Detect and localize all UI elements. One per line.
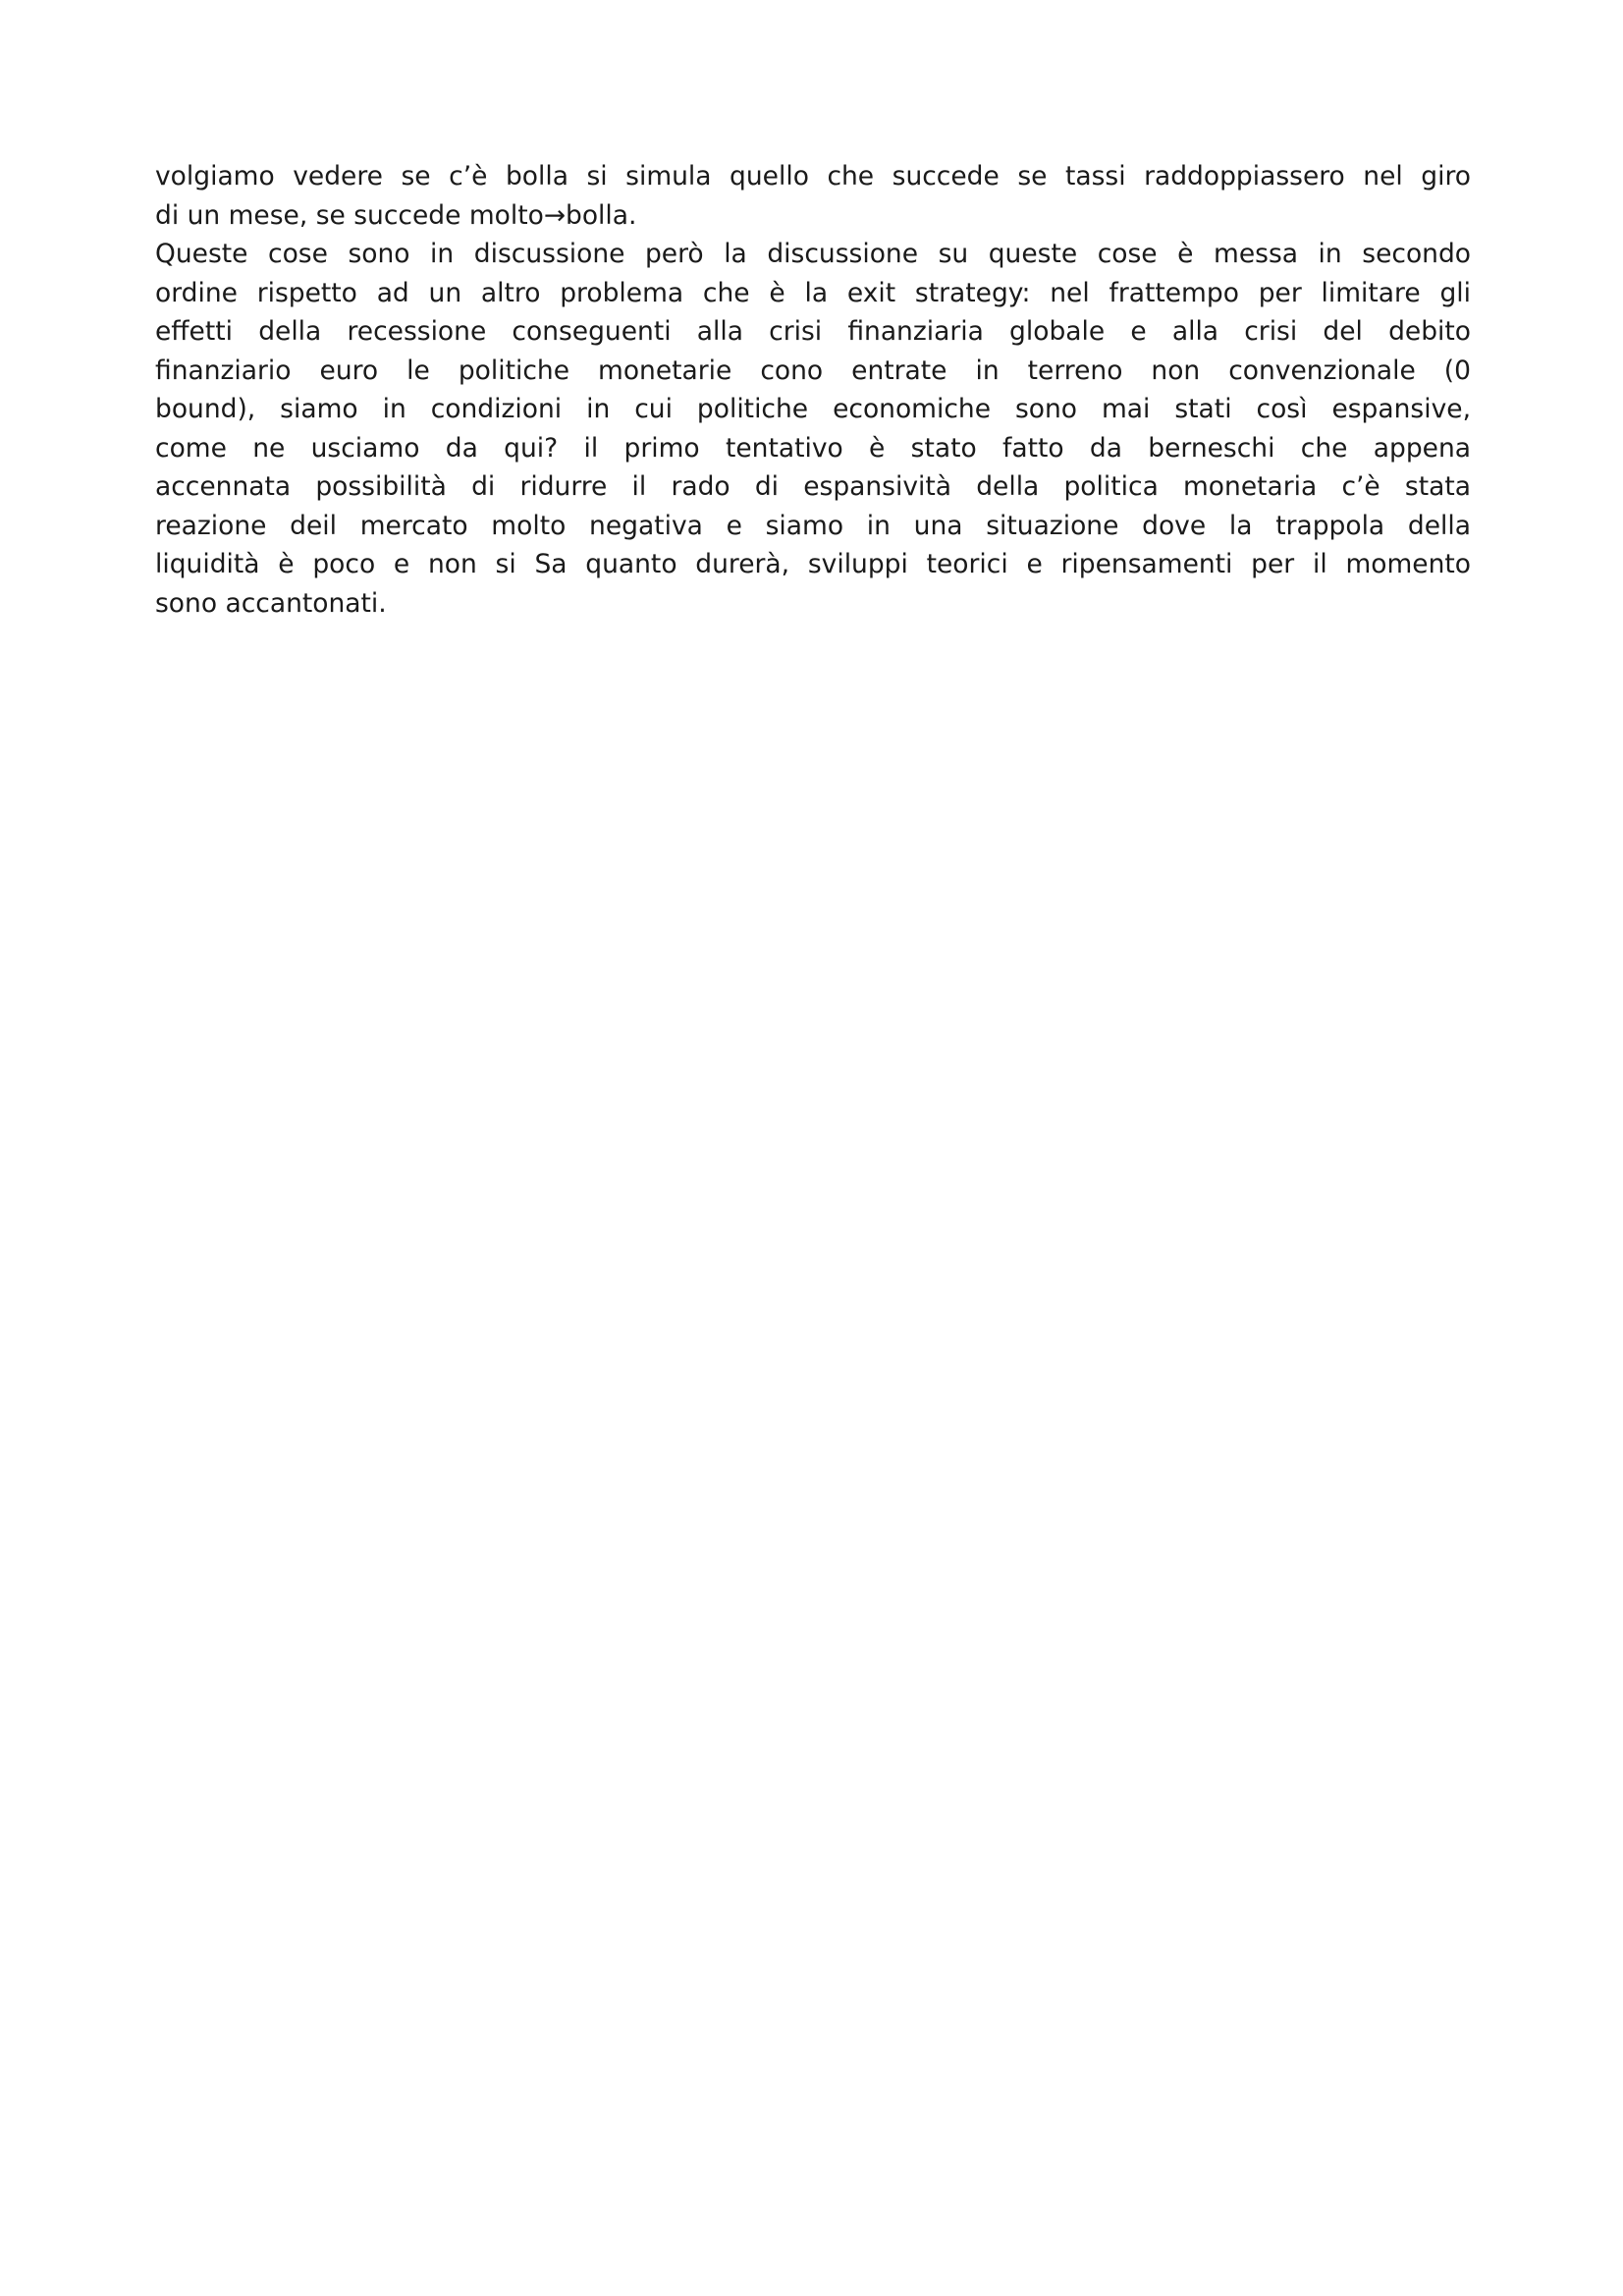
text-line: volgiamo vedere se c’è bolla si simula quello che succede se tassi raddoppiassero nel giro (155, 161, 1471, 191)
text-line: sono accantonati. (155, 587, 387, 619)
text-line: ordine rispetto ad un altro problema che è la exit strategy: nel frattempo per limitare gli (155, 277, 1471, 308)
text-line: bound), siamo in condizioni in cui politiche economiche sono mai stati così espansive, (155, 394, 1471, 424)
text-line: reazione deil mercato molto negativa e siamo in una situazione dove la trappola della (155, 510, 1471, 541)
text-line: effetti della recessione conseguenti alla crisi finanziaria globale e alla crisi del debito (155, 316, 1471, 347)
text-line: di un mese, se succede molto→bolla. (155, 199, 637, 231)
text-line: accennata possibilità di ridurre il rado di espansività della politica monetaria c’è stata (155, 471, 1471, 502)
text-line: come ne usciamo da qui? il primo tentativo è stato fatto da berneschi che appena (155, 432, 1471, 464)
text-line: Queste cose sono in discussione però la discussione su queste cose è messa in secondo (155, 239, 1471, 269)
text-line: liquidità è poco e non si Sa quanto durerà, sviluppi teorici e ripensamenti per il momento (155, 549, 1471, 579)
text-line: finanziario euro le politiche monetarie cono entrate in terreno non convenzionale (0 (155, 355, 1471, 386)
handwritten-notes-text (155, 157, 1471, 623)
